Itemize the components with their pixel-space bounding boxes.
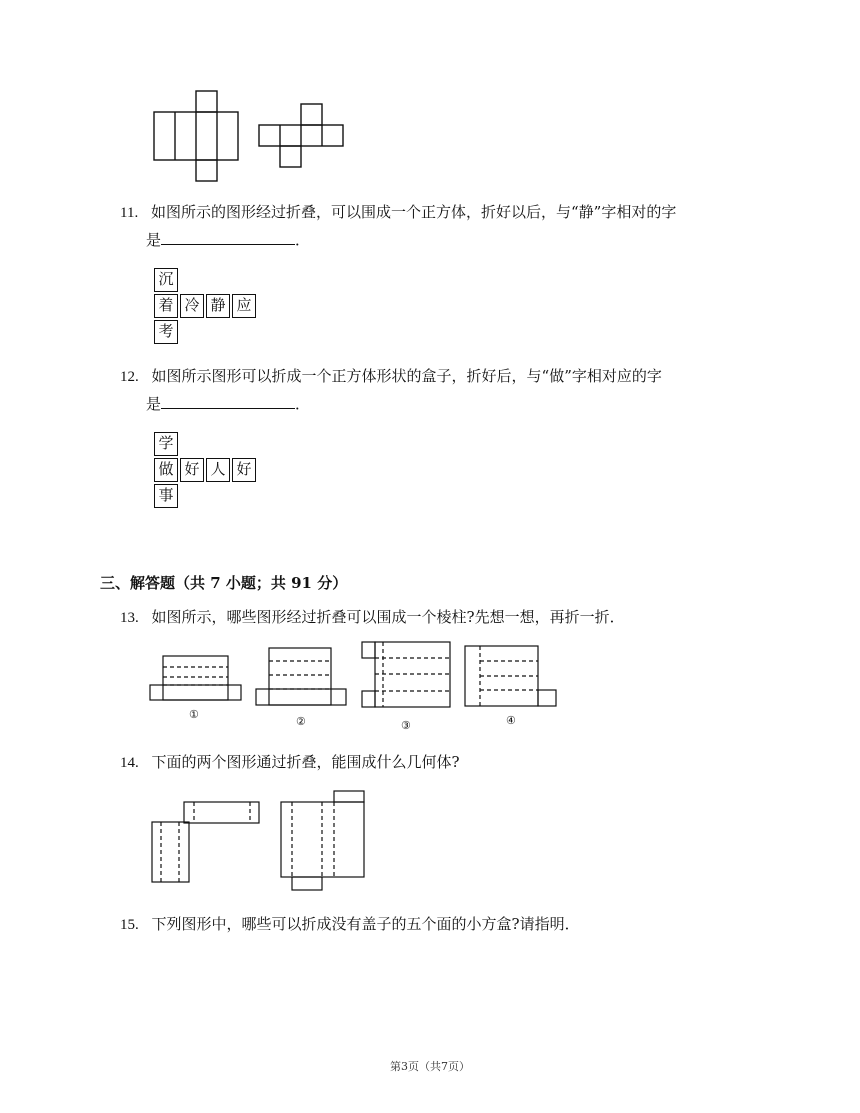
cube-net-12: [154, 432, 258, 508]
answer-blank-12[interactable]: [161, 394, 295, 409]
question-15-number: 15.: [120, 917, 139, 933]
question-11-shi: 是: [146, 231, 162, 249]
question-11-line2: [146, 230, 310, 250]
question-14: [120, 752, 460, 773]
question-12-end: ．: [295, 395, 311, 413]
question-12-line1: [120, 366, 662, 387]
net-cell: 做: [154, 458, 178, 482]
question-12-number: 12.: [120, 369, 139, 385]
top-net-figure-left: [153, 90, 243, 185]
figure-label-1: ①: [189, 708, 199, 721]
net-cell: 冷: [180, 294, 204, 318]
question-14-text: 下面的两个图形通过折叠，能围成什么几何体?: [151, 753, 460, 771]
prism-net-figure-3: [361, 641, 456, 711]
net-cell: 好: [232, 458, 256, 482]
net-cell: 人: [206, 458, 230, 482]
answer-blank-11[interactable]: [161, 230, 295, 245]
figure-label-4: ④: [506, 714, 516, 727]
question-14-number: 14.: [120, 755, 139, 771]
question-12-shi: 是: [146, 395, 162, 413]
question-13-text: 如图所示，哪些图形经过折叠可以围成一个棱柱?先想一想，再折一折．: [151, 608, 625, 626]
question-11-line1: [120, 202, 676, 223]
net-cell: 应: [232, 294, 256, 318]
solid-net-figure-left: [151, 801, 266, 886]
net-cell: 事: [154, 484, 178, 508]
prism-net-figure-1: [149, 655, 244, 705]
question-13: [120, 607, 625, 628]
question-11-text: 如图所示的图形经过折叠，可以围成一个正方体，折好以后，与“静”字相对的字: [150, 203, 677, 221]
question-15: [120, 914, 580, 935]
page-footer: 第3页（共7页）: [390, 1060, 470, 1073]
prism-net-figure-2: [255, 647, 350, 707]
question-12-text: 如图所示图形可以折成一个正方体形状的盒子，折好后，与“做”字相对应的字: [151, 367, 662, 385]
question-11-number: 11.: [120, 205, 139, 221]
question-15-text: 下列图形中，哪些可以折成没有盖子的五个面的小方盒?请指明．: [151, 915, 580, 933]
figure-label-3: ③: [401, 719, 411, 732]
figure-label-2: ②: [296, 715, 306, 728]
cube-net-11: [154, 268, 258, 344]
net-cell: 着: [154, 294, 178, 318]
question-12-line2: [146, 394, 310, 414]
prism-net-figure-4: [464, 645, 559, 710]
net-cell: 静: [206, 294, 230, 318]
net-cell: 考: [154, 320, 178, 344]
question-13-number: 13.: [120, 610, 139, 626]
top-net-figure-right: [258, 103, 348, 173]
section-3-title: 三、解答题（共 7 小题；共 91 分）: [100, 574, 348, 592]
question-11-end: ．: [295, 231, 311, 249]
net-cell: 沉: [154, 268, 178, 292]
net-cell: 好: [180, 458, 204, 482]
solid-net-figure-right: [280, 790, 370, 895]
net-cell: 学: [154, 432, 178, 456]
